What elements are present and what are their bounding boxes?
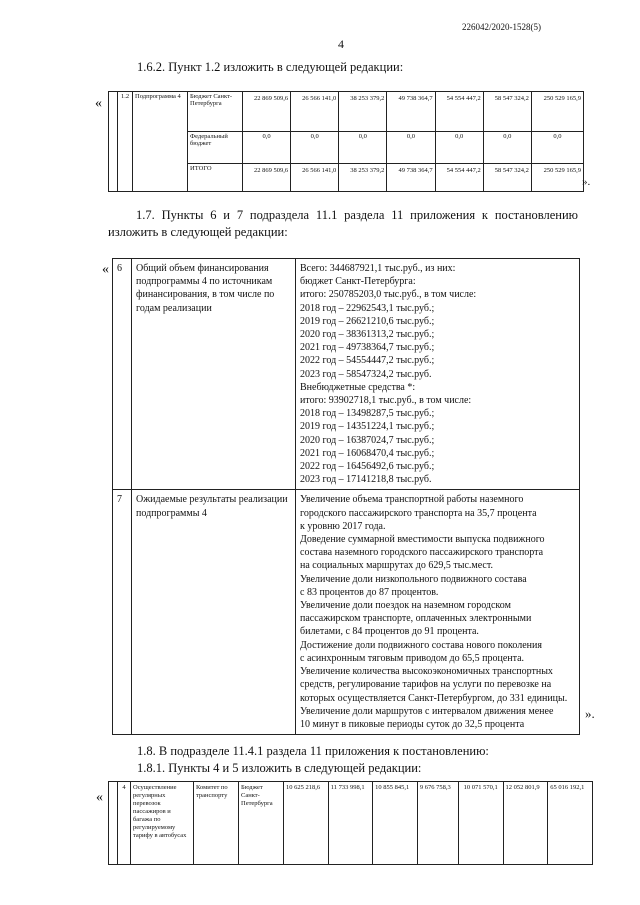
text-line: которых осуществляется Санкт-Петербургом, до 331 единицы. — [300, 692, 568, 704]
text-line: 2023 год – 58547324,2 тыс.руб. — [300, 368, 432, 380]
text-line: Увеличение доли маршрутов с интервалом движения менее — [300, 705, 554, 717]
text-line: 2022 год – 54554447,2 тыс.руб.; — [300, 355, 435, 367]
value-cell: 65 016 192,1 — [548, 782, 593, 865]
value-cell: 54 554 447,2 — [435, 164, 483, 192]
value-cell: 22 869 509,6 — [243, 92, 291, 132]
table2-close-quote: ». — [585, 706, 595, 721]
row-number: 4 — [118, 782, 131, 865]
value-cell: 26 566 141,0 — [291, 92, 339, 132]
text-line: 2021 год – 49738364,7 тыс.руб.; — [300, 342, 435, 354]
text-line: Увеличение доли поездок на наземном городском — [300, 600, 511, 612]
text-line: Увеличение доли низкопольного подвижного состава — [300, 573, 527, 585]
page-number: 4 — [338, 37, 344, 51]
text-line: с 83 процентов до 87 процентов. — [300, 586, 439, 598]
value-cell: 58 547 324,2 — [483, 164, 531, 192]
document-id: 226042/2020-1528(5) — [462, 22, 541, 32]
row-number: 7 — [113, 490, 132, 735]
paragraph-1-7: 1.7. Пункты 6 и 7 подраздела 11.1 раздела 11 приложения к постановлению изложить в следующей редакции: — [108, 208, 578, 239]
value-cell: 9 676 758,3 — [417, 782, 458, 865]
text-line: 2020 год – 38361313,2 тыс.руб.; — [300, 329, 435, 341]
text-line: 2020 год – 16387024,7 тыс.руб.; — [300, 434, 435, 446]
table1-close-quote: ». — [582, 176, 591, 188]
text-line: пассажирском транспорте, оплаченных электронными — [300, 613, 532, 625]
value-cell: 0,0 — [291, 132, 339, 164]
text-line: 10 минут в пиковые периоды суток до 32,5 процента — [300, 718, 525, 730]
text-line: билетами, с 84 процентов до 91 процента. — [300, 626, 479, 638]
paragraph-1-8: 1.8. В подразделе 11.4.1 раздела 11 приложения к постановлению: — [137, 744, 489, 758]
text-line: Достижение доли подвижного состава нового поколения — [300, 639, 542, 651]
funding-source: Федеральный бюджет — [188, 132, 243, 164]
text-line: 2019 год – 26621210,6 тыс.руб.; — [300, 315, 435, 327]
text-line: итого: 250785203,0 тыс.руб., в том числе: — [300, 289, 477, 301]
text-line: средств, регулирование тарифов на услуги по перевозке на — [300, 679, 552, 691]
text-line: к уровню 2017 года. — [300, 520, 386, 532]
text-line: на социальных маршрутах до 629,5 тыс.мест. — [300, 560, 493, 572]
text-line: с асинхронным тяговым приводом до 65,5 процента. — [300, 652, 525, 664]
value-cell: 10 625 218,6 — [284, 782, 329, 865]
table-row — [113, 490, 580, 735]
value-cell: 10 071 570,1 — [458, 782, 503, 865]
text-line: бюджет Санкт-Петербурга: — [300, 276, 416, 288]
text-line: 2019 год – 14351224,1 тыс.руб.; — [300, 421, 435, 433]
text-line: 2023 год – 17141218,8 тыс.руб. — [300, 474, 432, 486]
text-line: 2018 год – 22962543,1 тыс.руб.; — [300, 302, 435, 314]
value-cell: 250 529 165,9 — [531, 164, 583, 192]
row-content — [296, 259, 580, 490]
executor: Комитет по транспорту — [194, 782, 239, 865]
value-cell: 0,0 — [435, 132, 483, 164]
text-line: 2018 год – 13498287,5 тыс.руб.; — [300, 408, 435, 420]
text-line: 2021 год – 16068470,4 тыс.руб.; — [300, 447, 435, 459]
text-line: Всего: 344687921,1 тыс.руб., из них: — [300, 263, 456, 274]
table-subprogram-4-passport — [112, 258, 580, 735]
funding-source: Бюджет Санкт-Петербурга — [188, 92, 243, 132]
table-row — [109, 92, 584, 132]
value-cell: 58 547 324,2 — [483, 92, 531, 132]
value-cell: 38 253 379,2 — [339, 164, 387, 192]
row-number: 6 — [113, 259, 132, 490]
paragraph-1-8-1: 1.8.1. Пункты 4 и 5 изложить в следующей редакции: — [137, 761, 422, 775]
text-line: Доведение суммарной вместимости выпуска подвижного — [300, 534, 545, 546]
value-cell: 38 253 379,2 — [339, 92, 387, 132]
row-label: Общий объем финансирования подпрограммы 4 по источникам финансирования, в том числе по годам реализации — [132, 259, 296, 490]
value-cell: 54 554 447,2 — [435, 92, 483, 132]
value-cell: 0,0 — [387, 132, 435, 164]
value-cell: 0,0 — [483, 132, 531, 164]
row-number: 1.2 — [118, 92, 133, 192]
text-line: Увеличение количества высокоэкономичных транспортных — [300, 666, 553, 678]
row-label: Ожидаемые результаты реализации подпрограммы 4 — [132, 490, 296, 735]
table3-open-quote: « — [96, 790, 103, 805]
table-activity-list — [108, 781, 593, 865]
value-cell: 26 566 141,0 — [291, 164, 339, 192]
value-cell: 11 733 998,1 — [328, 782, 372, 865]
table-subprogram-4-financing — [108, 91, 584, 192]
value-cell: 0,0 — [531, 132, 583, 164]
value-cell: 49 738 364,7 — [387, 164, 435, 192]
text-line: Внебюджетные средства *: — [300, 381, 416, 393]
text-line: 2022 год – 16456492,6 тыс.руб.; — [300, 461, 435, 473]
activity-name: Осуществление регулярных перевозок пассажиров и багажа по регулируемому тарифу в автобусах — [131, 782, 194, 865]
funding-source: ИТОГО — [188, 164, 243, 192]
text-line: итого: 93902718,1 тыс.руб., в том числе: — [300, 395, 472, 407]
value-cell: 49 738 364,7 — [387, 92, 435, 132]
funding-source: Бюджет Санкт-Петербурга — [239, 782, 284, 865]
value-cell: 0,0 — [339, 132, 387, 164]
text-line: Увеличение объема транспортной работы наземного — [300, 494, 524, 506]
table-row — [113, 259, 580, 490]
table1-open-quote: « — [95, 96, 102, 111]
subprogram-name: Подпрограмма 4 — [133, 92, 188, 192]
value-cell: 10 855 845,1 — [373, 782, 418, 865]
value-cell: 22 869 509,6 — [243, 164, 291, 192]
text-line: состава наземного городского пассажирского транспорта — [300, 547, 544, 559]
value-cell: 12 052 801,9 — [503, 782, 548, 865]
value-cell: 250 529 165,9 — [531, 92, 583, 132]
row-content — [296, 490, 580, 735]
table2-open-quote: « — [102, 262, 109, 277]
text-line: городского пассажирского транспорта на 35,7 процента — [300, 507, 537, 519]
paragraph-1-6-2: 1.6.2. Пункт 1.2 изложить в следующей редакции: — [137, 60, 404, 74]
table-row — [109, 782, 593, 865]
value-cell: 0,0 — [243, 132, 291, 164]
